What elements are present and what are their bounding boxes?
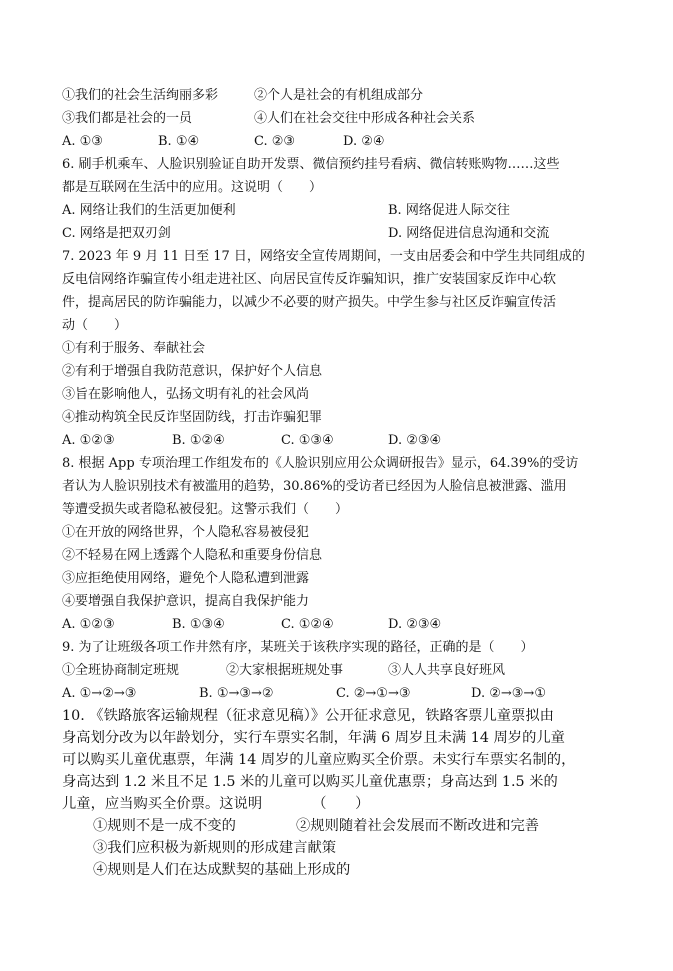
q5-statement-1: ①我们的社会生活绚丽多彩 <box>62 88 219 103</box>
q8-statement-2: ②不轻易在网上透露个人隐私和重要身份信息 <box>62 548 323 563</box>
q10-stem-line-1: 10. 《铁路旅客运输规程（征求意见稿）》公开征求意见，铁路客票儿童票拟由 <box>62 708 554 724</box>
q8-statement-4: ④要增强自我保护意识，提高自我保护能力 <box>62 594 310 609</box>
q7-statement-3: ③旨在影响他人，弘扬文明有礼的社会风尚 <box>62 387 310 402</box>
q7-statement-2: ②有利于增强自我防范意识，保护好个人信息 <box>62 364 323 379</box>
q7-stem-line-2: 反电信网络诈骗宣传小组走进社区、向居民宣传反诈骗知识，推广安装国家反诈中心软 <box>62 272 557 287</box>
q7-statement-1: ①有利于服务、奉献社会 <box>62 341 206 356</box>
q10-stem-line-2: 身高划分改为以年龄划分，实行车票实名制，年满 6 周岁且未满 14 周岁的儿童 <box>62 730 565 746</box>
q5-statement-4: ④人们在社会交往中形成各种社会关系 <box>254 111 476 126</box>
q10-statement-3: ③我们应积极为新规则的形成建言献策 <box>93 840 337 856</box>
q10-statement-1: ①规则不是一成不变的 <box>93 818 236 834</box>
q8-choice-d: D. ②③④ <box>388 617 442 632</box>
q7-stem-line-1: 7. 2023 年 9 月 11 日至 17 日，网络安全宣传周期间，一支由居委会和中学生共同组成的 <box>62 249 585 264</box>
q9-statement-3: ③人人共享良好班风 <box>388 663 506 678</box>
q10-statement-2: ②规则随着社会发展而不断改进和完善 <box>296 818 540 834</box>
q8-choice-a: A. ①②③ <box>62 617 115 632</box>
q9-choice-a: A. ①→②→③ <box>62 686 137 701</box>
q8-statement-3: ③应拒绝使用网络，避免个人隐私遭到泄露 <box>62 571 310 586</box>
q5-choice-a: A. ①③ <box>62 134 103 149</box>
q7-stem-line-4: 动（ ） <box>62 318 128 333</box>
q8-choice-c: C. ①②④ <box>281 617 334 632</box>
q6-choice-d: D. 网络促进信息沟通和交流 <box>388 226 550 241</box>
q10-statement-4: ④规则是人们在达成默契的基础上形成的 <box>93 862 351 878</box>
q7-choice-a: A. ①②③ <box>62 433 115 448</box>
q9-statement-1: ①全班协商制定班规 <box>62 663 180 678</box>
q9-statement-2: ②大家根据班规处事 <box>226 663 344 678</box>
q5-statement-2: ②个人是社会的有机组成部分 <box>254 88 424 103</box>
q8-stem-line-1: 8. 根据 App 专项治理工作组发布的《人脸识别应用公众调研报告》显示，64.39%的受访 <box>62 456 579 471</box>
q9-choice-c: C. ②→①→③ <box>336 686 411 701</box>
q7-stem-line-3: 件，提高居民的防诈骗能力，以减少不必要的财产损失。中学生参与社区反诈骗宣传活 <box>62 295 557 310</box>
q10-stem-line-4: 身高达到 1.2 米且不足 1.5 米的儿童可以购买儿童优惠票；身高达到 1.5 米的 <box>62 774 558 790</box>
q6-stem-line-2: 都是互联网在生活中的应用。这说明（ ） <box>62 180 323 195</box>
q9-choice-d: D. ②→③→① <box>471 686 546 701</box>
q8-stem-line-2: 者认为人脸识别技术有被滥用的趋势，30.86%的受访者已经因为人脸信息被泄露、滥用 <box>62 479 567 494</box>
q6-choice-a: A. 网络让我们的生活更加便利 <box>62 203 236 218</box>
q8-statement-1: ①在开放的网络世界，个人隐私容易被侵犯 <box>62 525 310 540</box>
q6-stem-line-1: 6. 刷手机乘车、人脸识别验证自助开发票、微信预约挂号看病、微信转账购物……这些 <box>62 157 560 172</box>
q5-statement-3: ③我们都是社会的一员 <box>62 111 193 126</box>
q7-choice-d: D. ②③④ <box>388 433 442 448</box>
q9-stem-line-1: 9. 为了让班级各项工作井然有序，某班关于该秩序实现的路径，正确的是（ ） <box>62 640 534 655</box>
q7-statement-4: ④推动构筑全民反诈坚固防线，打击诈骗犯罪 <box>62 410 323 425</box>
q9-choice-b: B. ①→③→② <box>199 686 274 701</box>
q8-stem-line-3: 等遭受损失或者隐私被侵犯。这警示我们（ ） <box>62 502 349 517</box>
q6-choice-b: B. 网络促进人际交往 <box>388 203 510 218</box>
q8-choice-b: B. ①③④ <box>172 617 225 632</box>
q5-choice-d: D. ②④ <box>343 134 385 149</box>
q5-choice-c: C. ②③ <box>254 134 296 149</box>
q6-choice-c: C. 网络是把双刃剑 <box>62 226 171 241</box>
q7-choice-c: C. ①③④ <box>281 433 334 448</box>
q7-choice-b: B. ①②④ <box>172 433 225 448</box>
q10-stem-line-5: 儿童，应当购买全价票。这说明 （ ） <box>62 796 370 812</box>
q5-choice-b: B. ①④ <box>158 134 200 149</box>
q10-stem-line-3: 可以购买儿童优惠票，年满 14 周岁的儿童应购买全价票。未实行车票实名制的， <box>62 752 576 768</box>
